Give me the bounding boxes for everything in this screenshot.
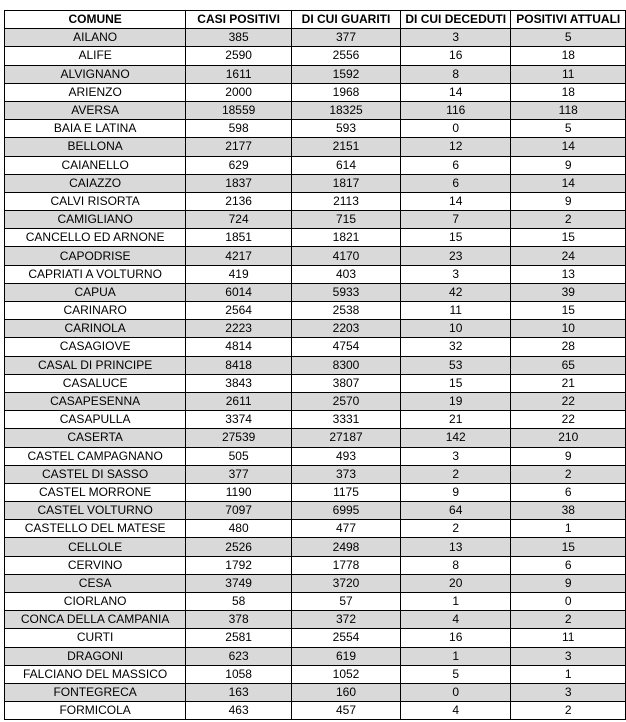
cell-casi-positivi: 623 (186, 647, 292, 665)
cell-positivi-attuali: 22 (511, 392, 626, 410)
cell-casi-positivi: 480 (186, 520, 292, 538)
cell-comune: CONCA DELLA CAMPANIA (5, 611, 186, 629)
cell-positivi-attuali: 2 (511, 702, 626, 720)
cell-casi-positivi: 1058 (186, 665, 292, 683)
cell-deceduti: 19 (400, 392, 511, 410)
cell-casi-positivi: 2136 (186, 192, 292, 210)
cell-casi-positivi: 377 (186, 465, 292, 483)
cell-deceduti: 32 (400, 338, 511, 356)
covid-cases-table (4, 10, 626, 720)
cell-guariti: 3331 (292, 411, 401, 429)
table-row (5, 629, 626, 647)
cell-casi-positivi: 8418 (186, 356, 292, 374)
cell-positivi-attuali: 9 (511, 156, 626, 174)
cell-deceduti: 53 (400, 356, 511, 374)
cell-positivi-attuali: 118 (511, 101, 626, 119)
cell-casi-positivi: 4217 (186, 247, 292, 265)
cell-casi-positivi: 3374 (186, 411, 292, 429)
cell-positivi-attuali: 3 (511, 647, 626, 665)
cell-casi-positivi: 724 (186, 211, 292, 229)
cell-comune: CASTELLO DEL MATESE (5, 520, 186, 538)
table-body (5, 29, 626, 720)
cell-deceduti: 6 (400, 174, 511, 192)
table-row (5, 593, 626, 611)
cell-positivi-attuali: 10 (511, 320, 626, 338)
cell-guariti: 377 (292, 29, 401, 47)
cell-positivi-attuali: 2 (511, 211, 626, 229)
cell-deceduti: 2 (400, 465, 511, 483)
cell-comune: CAIANELLO (5, 156, 186, 174)
cell-positivi-attuali: 6 (511, 556, 626, 574)
cell-comune: AILANO (5, 29, 186, 47)
cell-guariti: 593 (292, 120, 401, 138)
table-row (5, 65, 626, 83)
cell-guariti: 1968 (292, 83, 401, 101)
cell-casi-positivi: 1190 (186, 483, 292, 501)
cell-positivi-attuali: 14 (511, 138, 626, 156)
table-row (5, 247, 626, 265)
table-row (5, 101, 626, 119)
cell-casi-positivi: 2526 (186, 538, 292, 556)
cell-guariti: 5933 (292, 283, 401, 301)
header-di-cui-deceduti: DI CUI DECEDUTI (400, 11, 511, 29)
cell-deceduti: 11 (400, 302, 511, 320)
cell-guariti: 2203 (292, 320, 401, 338)
table-row (5, 538, 626, 556)
cell-casi-positivi: 18559 (186, 101, 292, 119)
cell-guariti: 1592 (292, 65, 401, 83)
cell-guariti: 3720 (292, 574, 401, 592)
cell-deceduti: 10 (400, 320, 511, 338)
cell-deceduti: 0 (400, 683, 511, 701)
cell-guariti: 2556 (292, 47, 401, 65)
cell-comune: CAIAZZO (5, 174, 186, 192)
cell-comune: CARINOLA (5, 320, 186, 338)
cell-guariti: 373 (292, 465, 401, 483)
cell-deceduti: 14 (400, 192, 511, 210)
cell-comune: CASTEL VOLTURNO (5, 502, 186, 520)
cell-casi-positivi: 419 (186, 265, 292, 283)
cell-casi-positivi: 2564 (186, 302, 292, 320)
table-row (5, 556, 626, 574)
cell-deceduti: 16 (400, 629, 511, 647)
cell-positivi-attuali: 6 (511, 483, 626, 501)
cell-casi-positivi: 2177 (186, 138, 292, 156)
cell-casi-positivi: 629 (186, 156, 292, 174)
cell-guariti: 2113 (292, 192, 401, 210)
cell-positivi-attuali: 14 (511, 174, 626, 192)
cell-casi-positivi: 3749 (186, 574, 292, 592)
cell-comune: BELLONA (5, 138, 186, 156)
cell-positivi-attuali: 0 (511, 593, 626, 611)
cell-casi-positivi: 1792 (186, 556, 292, 574)
cell-guariti: 8300 (292, 356, 401, 374)
table-row (5, 665, 626, 683)
cell-deceduti: 3 (400, 29, 511, 47)
cell-positivi-attuali: 15 (511, 538, 626, 556)
cell-positivi-attuali: 9 (511, 447, 626, 465)
cell-positivi-attuali: 11 (511, 629, 626, 647)
cell-positivi-attuali: 9 (511, 574, 626, 592)
cell-comune: CASTEL DI SASSO (5, 465, 186, 483)
table-row (5, 120, 626, 138)
table-row (5, 483, 626, 501)
cell-comune: CAPUA (5, 283, 186, 301)
cell-guariti: 4754 (292, 338, 401, 356)
cell-casi-positivi: 2590 (186, 47, 292, 65)
cell-comune: CURTI (5, 629, 186, 647)
cell-deceduti: 12 (400, 138, 511, 156)
cell-positivi-attuali: 65 (511, 356, 626, 374)
cell-deceduti: 23 (400, 247, 511, 265)
cell-guariti: 372 (292, 611, 401, 629)
cell-guariti: 2538 (292, 302, 401, 320)
cell-deceduti: 15 (400, 374, 511, 392)
cell-deceduti: 2 (400, 520, 511, 538)
cell-deceduti: 1 (400, 593, 511, 611)
cell-comune: FORMICOLA (5, 702, 186, 720)
cell-comune: CASALUCE (5, 374, 186, 392)
cell-positivi-attuali: 22 (511, 411, 626, 429)
cell-guariti: 2498 (292, 538, 401, 556)
cell-guariti: 457 (292, 702, 401, 720)
cell-positivi-attuali: 28 (511, 338, 626, 356)
cell-deceduti: 42 (400, 283, 511, 301)
cell-guariti: 160 (292, 683, 401, 701)
cell-casi-positivi: 2000 (186, 83, 292, 101)
cell-guariti: 1817 (292, 174, 401, 192)
cell-guariti: 27187 (292, 429, 401, 447)
table-row (5, 702, 626, 720)
cell-casi-positivi: 27539 (186, 429, 292, 447)
cell-guariti: 614 (292, 156, 401, 174)
cell-deceduti: 8 (400, 556, 511, 574)
cell-deceduti: 6 (400, 156, 511, 174)
cell-comune: CASTEL CAMPAGNANO (5, 447, 186, 465)
table-row (5, 229, 626, 247)
cell-positivi-attuali: 5 (511, 29, 626, 47)
cell-comune: ALVIGNANO (5, 65, 186, 83)
cell-positivi-attuali: 1 (511, 665, 626, 683)
cell-positivi-attuali: 21 (511, 374, 626, 392)
cell-casi-positivi: 2223 (186, 320, 292, 338)
cell-deceduti: 116 (400, 101, 511, 119)
covid-table-container (4, 10, 626, 720)
cell-casi-positivi: 2611 (186, 392, 292, 410)
cell-guariti: 6995 (292, 502, 401, 520)
cell-deceduti: 16 (400, 47, 511, 65)
cell-comune: DRAGONI (5, 647, 186, 665)
table-row (5, 356, 626, 374)
cell-guariti: 715 (292, 211, 401, 229)
cell-positivi-attuali: 13 (511, 265, 626, 283)
cell-guariti: 2570 (292, 392, 401, 410)
cell-casi-positivi: 58 (186, 593, 292, 611)
cell-positivi-attuali: 18 (511, 83, 626, 101)
cell-comune: CAPODRISE (5, 247, 186, 265)
cell-comune: CASAGIOVE (5, 338, 186, 356)
cell-deceduti: 9 (400, 483, 511, 501)
cell-positivi-attuali: 39 (511, 283, 626, 301)
table-row (5, 611, 626, 629)
cell-positivi-attuali: 9 (511, 192, 626, 210)
cell-guariti: 619 (292, 647, 401, 665)
header-di-cui-guariti: DI CUI GUARITI (292, 11, 401, 29)
table-row (5, 374, 626, 392)
cell-guariti: 2151 (292, 138, 401, 156)
cell-comune: CASAL DI PRINCIPE (5, 356, 186, 374)
cell-positivi-attuali: 2 (511, 611, 626, 629)
cell-deceduti: 64 (400, 502, 511, 520)
cell-casi-positivi: 7097 (186, 502, 292, 520)
cell-comune: FONTEGRECA (5, 683, 186, 701)
cell-positivi-attuali: 15 (511, 229, 626, 247)
header-positivi-attuali: POSITIVI ATTUALI (511, 11, 626, 29)
table-row (5, 192, 626, 210)
table-row (5, 138, 626, 156)
cell-positivi-attuali: 11 (511, 65, 626, 83)
cell-guariti: 1778 (292, 556, 401, 574)
cell-guariti: 477 (292, 520, 401, 538)
cell-comune: ALIFE (5, 47, 186, 65)
cell-deceduti: 14 (400, 83, 511, 101)
table-row (5, 29, 626, 47)
cell-positivi-attuali: 5 (511, 120, 626, 138)
table-row (5, 302, 626, 320)
cell-positivi-attuali: 1 (511, 520, 626, 538)
table-row (5, 574, 626, 592)
table-row (5, 156, 626, 174)
cell-casi-positivi: 3843 (186, 374, 292, 392)
cell-guariti: 493 (292, 447, 401, 465)
cell-casi-positivi: 385 (186, 29, 292, 47)
cell-casi-positivi: 378 (186, 611, 292, 629)
cell-casi-positivi: 463 (186, 702, 292, 720)
cell-deceduti: 15 (400, 229, 511, 247)
cell-comune: AVERSA (5, 101, 186, 119)
cell-comune: BAIA E LATINA (5, 120, 186, 138)
table-row (5, 265, 626, 283)
cell-casi-positivi: 163 (186, 683, 292, 701)
cell-comune: CASERTA (5, 429, 186, 447)
cell-deceduti: 5 (400, 665, 511, 683)
cell-comune: CASAPESENNA (5, 392, 186, 410)
cell-deceduti: 7 (400, 211, 511, 229)
table-row (5, 83, 626, 101)
table-row (5, 320, 626, 338)
table-row (5, 47, 626, 65)
cell-comune: FALCIANO DEL MASSICO (5, 665, 186, 683)
cell-deceduti: 21 (400, 411, 511, 429)
cell-casi-positivi: 1851 (186, 229, 292, 247)
cell-casi-positivi: 6014 (186, 283, 292, 301)
cell-positivi-attuali: 210 (511, 429, 626, 447)
table-row (5, 174, 626, 192)
cell-positivi-attuali: 2 (511, 465, 626, 483)
cell-deceduti: 3 (400, 447, 511, 465)
cell-deceduti: 4 (400, 611, 511, 629)
cell-guariti: 1175 (292, 483, 401, 501)
table-row (5, 647, 626, 665)
cell-positivi-attuali: 3 (511, 683, 626, 701)
table-row (5, 447, 626, 465)
table-row (5, 683, 626, 701)
cell-guariti: 1821 (292, 229, 401, 247)
cell-casi-positivi: 1611 (186, 65, 292, 83)
header-row (5, 11, 626, 29)
cell-casi-positivi: 1837 (186, 174, 292, 192)
cell-guariti: 57 (292, 593, 401, 611)
table-row (5, 338, 626, 356)
table-row (5, 520, 626, 538)
cell-positivi-attuali: 18 (511, 47, 626, 65)
table-row (5, 211, 626, 229)
cell-comune: CAPRIATI A VOLTURNO (5, 265, 186, 283)
cell-deceduti: 8 (400, 65, 511, 83)
cell-deceduti: 20 (400, 574, 511, 592)
cell-comune: CIORLANO (5, 593, 186, 611)
table-row (5, 411, 626, 429)
cell-casi-positivi: 598 (186, 120, 292, 138)
cell-comune: ARIENZO (5, 83, 186, 101)
cell-casi-positivi: 4814 (186, 338, 292, 356)
cell-comune: CANCELLO ED ARNONE (5, 229, 186, 247)
cell-deceduti: 13 (400, 538, 511, 556)
cell-deceduti: 142 (400, 429, 511, 447)
cell-comune: CARINARO (5, 302, 186, 320)
header-comune: COMUNE (5, 11, 186, 29)
cell-guariti: 4170 (292, 247, 401, 265)
table-row (5, 465, 626, 483)
table-row (5, 283, 626, 301)
cell-comune: CAMIGLIANO (5, 211, 186, 229)
cell-comune: CELLOLE (5, 538, 186, 556)
cell-positivi-attuali: 15 (511, 302, 626, 320)
cell-casi-positivi: 505 (186, 447, 292, 465)
cell-deceduti: 1 (400, 647, 511, 665)
cell-guariti: 3807 (292, 374, 401, 392)
cell-guariti: 403 (292, 265, 401, 283)
table-row (5, 392, 626, 410)
cell-positivi-attuali: 24 (511, 247, 626, 265)
cell-guariti: 1052 (292, 665, 401, 683)
cell-positivi-attuali: 38 (511, 502, 626, 520)
cell-guariti: 18325 (292, 101, 401, 119)
table-row (5, 502, 626, 520)
cell-comune: CASAPULLA (5, 411, 186, 429)
cell-comune: CALVI RISORTA (5, 192, 186, 210)
cell-comune: CERVINO (5, 556, 186, 574)
table-row (5, 429, 626, 447)
cell-comune: CESA (5, 574, 186, 592)
header-casi-positivi: CASI POSITIVI (186, 11, 292, 29)
cell-deceduti: 0 (400, 120, 511, 138)
cell-deceduti: 3 (400, 265, 511, 283)
cell-casi-positivi: 2581 (186, 629, 292, 647)
cell-guariti: 2554 (292, 629, 401, 647)
cell-comune: CASTEL MORRONE (5, 483, 186, 501)
cell-deceduti: 4 (400, 702, 511, 720)
